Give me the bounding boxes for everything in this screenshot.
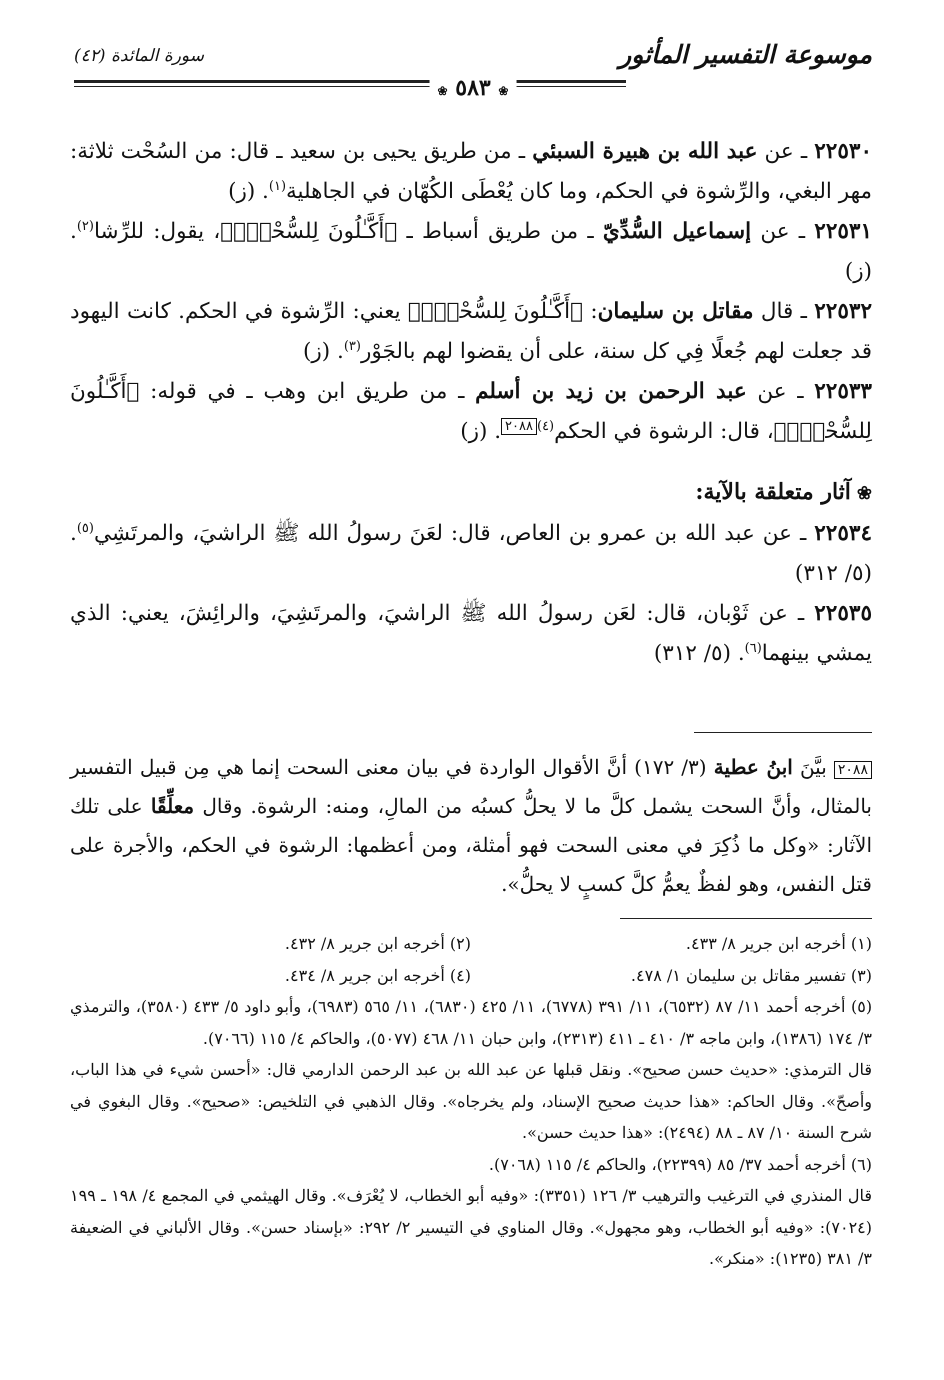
footnote: (٦) أخرجه أحمد ٣٧/ ٨٥ (٢٢٣٩٩)، والحاكم ٤/ ١١٥ (٧٠٦٨).	[488, 1154, 872, 1174]
footnote: (١) أخرجه ابن جرير ٨/ ٤٣٣.	[685, 934, 872, 953]
surah-label: سورة المائدة (٤٢)	[74, 46, 204, 66]
footnote-ref[interactable]: (٦)	[744, 640, 762, 656]
entry-tail: . (ز)	[70, 219, 872, 284]
narrator-name: إسماعيل السُّدِّيّ	[602, 219, 752, 244]
entry-text: : ﴿أَكَّـٰلُونَ لِلسُّحْتِۚ﴾ يعني: الرِّشوة في الحكم. كانت اليهود قد جعلت لهم جُعلًا فِي كل سنة، على أن يقضوا لهم بالجَوْر	[70, 299, 872, 364]
footnote: (٥) أخرجه أحمد ١١/ ٨٧ (٦٥٣٢)، ١١/ ٣٩١ (٦٧٧٨)، ١١/ ٤٢٥ (٦٨٣٠)، ١١/ ٥٦٥ (٦٩٨٣)، وأبو داود ٥/ ٤٣٣ (٣٥٨٠)، والترمذي ٣/ ١٧٤ (١٣٨٦)، وابن ماجه ٣/ ٤١٠ ـ ٤١١ (٢٣١٣)، وابن حبان ١١/ ٤٦٨ (٥٠٧٧)، والحاكم ٤/ ١١٥ (٧٠٦٦).	[70, 997, 873, 1048]
footnote-ref[interactable]: (٤)	[536, 418, 555, 434]
footnote-grid	[70, 928, 872, 991]
note-text: على تلك الآثار: «وكل ما ذُكِرَ في معنى السحت فهو أمثلة، ومن أعظمها: الرشوة في الحكم، والأجرة على قتل النفس، وهو لفظٌ يعمُّ كلَّ كسبٍ لا يحلُّ».	[70, 794, 872, 896]
narrator-name: مقاتل بن سليمان	[597, 299, 754, 324]
footnote: (٢) أخرجه ابن جرير ٨/ ٤٣٢.	[284, 934, 471, 953]
page-header	[74, 40, 872, 106]
narration-entry	[70, 132, 872, 212]
entry-tail: . (٥/ ٣١٢)	[70, 521, 872, 586]
entry-tail: . (٥/ ٣١٢)	[653, 641, 745, 666]
footnote-separator	[620, 918, 872, 919]
entry-text: ـ عن	[757, 139, 815, 164]
header-rule-thick	[74, 80, 626, 83]
footnote-comment: قال المنذري في الترغيب والترهيب ٣/ ١٢٦ (٣٣٥١): «وفيه أبو الخطاب، لا يُعْرَف». وقال الهيثمي في المجمع ٤/ ١٩٨ ـ ١٩٩ (٧٠٢٤): «وفيه أبو الخطاب، وهو مجهول». وقال المناوي في التيسير ٢/ ٢٩٢: «بإسناد حسن». وقال الألباني في الضعيفة ٣/ ٣٨١ (١٢٣٥): «منكر».	[70, 1186, 873, 1268]
entry-tail: . (ز)	[460, 419, 502, 444]
note-emphasis: معلِّقًا	[150, 794, 195, 818]
commentary-note	[70, 748, 872, 904]
scholar-name: ابنُ عطية	[713, 755, 793, 779]
footnote: (٤) أخرجه ابن جرير ٨/ ٤٣٤.	[284, 965, 471, 985]
header-rule-thin	[74, 86, 626, 87]
entry-number: ٢٢٥٣٢	[814, 299, 872, 324]
footnote-ref[interactable]: (٥)	[76, 520, 94, 536]
page-number: ٥٨٣	[455, 75, 491, 101]
footnotes	[70, 928, 872, 1275]
entry-text: ـ عن ثَوْبان، قال: لعَن رسولُ الله ﷺ الراشيَ، والمرتَشِيَ، والرائِشَ، يعني: الذي يمشي بينهما	[70, 601, 872, 666]
entry-number: ٢٢٥٣٤	[814, 521, 872, 546]
note-number-box: ٢٠٨٨	[834, 761, 872, 779]
entry-text: ـ من طريق أسباط ـ ﴿أَكَّـٰلُونَ لِلسُّحْتِۚ﴾، يقول: للرِّشا	[93, 219, 603, 244]
entry-text: ـ من طريق ابن وهب ـ في قوله: ﴿أَكَّـٰلُونَ لِلسُّحْتِۚ﴾، قال: الرشوة في الحكم	[70, 379, 872, 444]
footnote-ref[interactable]: (٢)	[76, 218, 94, 234]
narration-entry	[70, 372, 872, 452]
book-title: موسوعة التفسير المأثور	[619, 40, 872, 69]
entry-tail: . (ز)	[228, 179, 269, 204]
entry-text: ـ من طريق يحيى بن سعيد ـ قال: من السُحْت ثلاثة: مهر البغي، والرِّشوة في الحكم، وما كان يُعْطَى الكُهّان في الجاهلية	[70, 139, 872, 204]
entry-number: ٢٢٥٣٥	[814, 601, 872, 626]
note-ref-box[interactable]: ٢٠٨٨	[501, 418, 537, 435]
section-title: آثار متعلقة بالآية:	[695, 479, 851, 505]
narration-entry	[70, 594, 872, 674]
footnote-ref[interactable]: (١)	[268, 178, 287, 194]
narrator-name: عبد الله بن هبيرة السبئي	[532, 139, 758, 164]
narration-entry	[70, 212, 872, 292]
ornament-icon: ❀	[437, 84, 448, 98]
entry-text: ـ عن	[746, 379, 815, 404]
entry-number: ٢٢٥٣٣	[814, 379, 872, 404]
entry-tail: . (ز)	[303, 339, 344, 364]
narration-entry	[70, 514, 872, 594]
entry-text: ـ عن	[751, 219, 815, 244]
flower-ornament-icon: ❀	[856, 483, 872, 504]
entry-text: ـ عن عبد الله بن عمرو بن العاص، قال: لعَنَ رسولُ الله ﷺ الراشيَ، والمرتَشِي	[93, 521, 815, 546]
ornament-icon: ❀	[498, 84, 509, 98]
footnote-comment: قال الترمذي: «حديث حسن صحيح». ونقل قبلها عن عبد الله بن عبد الرحمن الدارمي قال: «أحسن شيء في هذا الباب، وأصحّ». وقال الحاكم: «هذا حديث صحيح الإسناد، ولم يخرجاه». وقال الذهبي في التلخيص: «صحيح». وقال البغوي في شرح السنة ١٠/ ٨٧ ـ ٨٨ (٢٤٩٤): «هذا حديث حسن».	[70, 1060, 872, 1142]
footnote-ref[interactable]: (٣)	[343, 338, 361, 354]
entry-number: ٢٢٥٣١	[814, 219, 873, 244]
note-text: (٣/ ١٧٢) أنَّ الأقوال الواردة في بيان معنى السحت إنما هي مِن قبيل التفسير بالمثال، وأنَّ السحت يشمل كلَّ ما لا يحلُّ كسبُه من المالِ، ومنه: الرشوة. وقال	[70, 755, 872, 818]
narrator-name: عبد الرحمن بن زيد بن أسلم	[475, 379, 747, 404]
note-separator	[694, 732, 872, 733]
note-text: بيَّنَ	[792, 755, 834, 779]
narration-entry	[70, 292, 872, 372]
footnote: (٣) تفسير مقاتل بن سليمان ١/ ٤٧٨.	[630, 965, 872, 985]
section-heading	[70, 472, 872, 514]
page-number-block	[430, 75, 517, 101]
entry-text: ـ قال	[753, 299, 815, 324]
main-text	[70, 132, 872, 674]
entry-number: ٢٢٥٣٠	[814, 139, 872, 164]
